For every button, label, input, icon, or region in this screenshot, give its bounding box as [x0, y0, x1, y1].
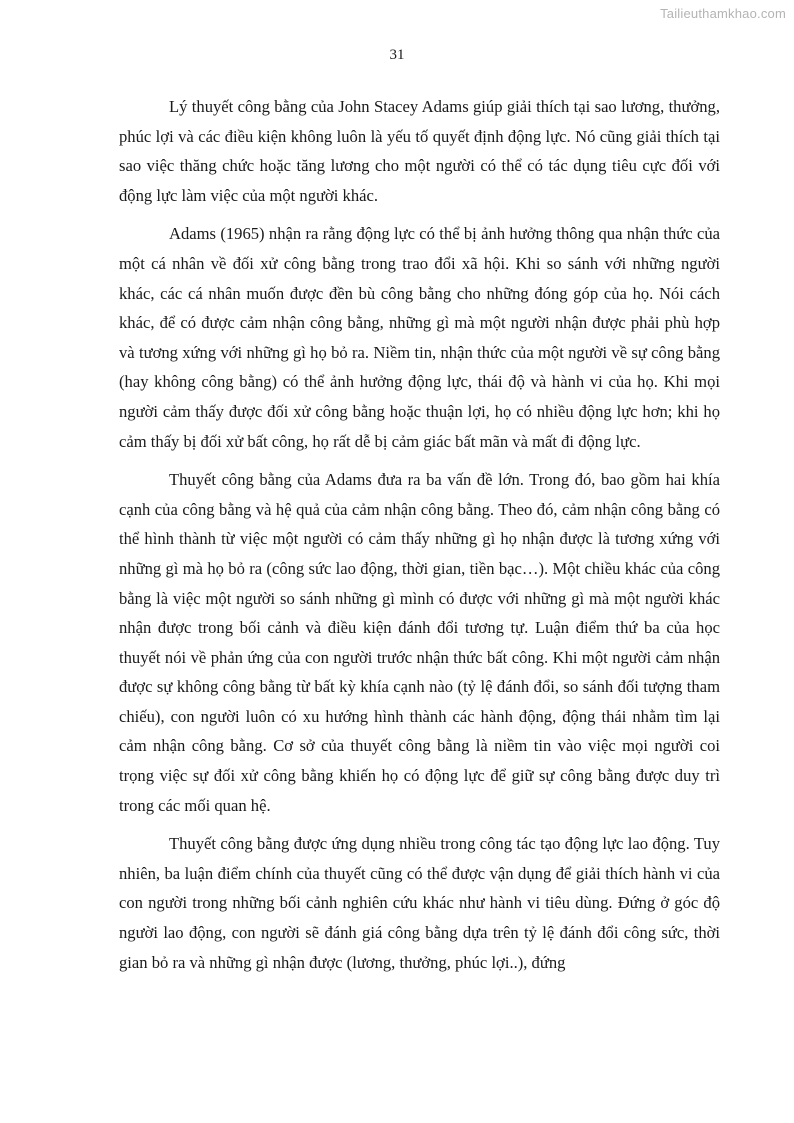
page-number: 31 [389, 47, 405, 63]
paragraph-4: Thuyết công bằng được ứng dụng nhiều trong công tác tạo động lực lao động. Tuy nhiên, ba luận điểm chính của thuyết cũng có thể được vận dụng để giải thích hành vi của con người trong những bối cảnh nghiên cứu khác như hành vi tiêu dùng. Đứng ở góc độ người lao động, con người sẽ đánh giá công bằng dựa trên tỷ lệ đánh đổi công sức, thời gian bỏ ra và những gì nhận được (lương, thưởng, phúc lợi..), đứng [119, 834, 720, 972]
document-body [119, 92, 720, 986]
paragraph-2: Adams (1965) nhận ra rằng động lực có thể bị ảnh hưởng thông qua nhận thức của một cá nhân về đối xử công bằng trong trao đổi xã hội. Khi so sánh với những người khác, các cá nhân muốn được đền bù công bằng cho những đóng góp của họ. Nói cách khác, để có được cảm nhận công bằng, những gì mà một người nhận được phải phù hợp và tương xứng với những gì họ bỏ ra. Niềm tin, nhận thức của một người về sự công bằng (hay không công bằng) có thể ảnh hưởng động lực, thái độ và hành vi của họ. Khi mọi người cảm thấy được đối xử công bằng hoặc thuận lợi, họ có nhiều động lực hơn; khi họ cảm thấy bị đối xử bất công, họ rất dễ bị cảm giác bất mãn và mất đi động lực. [119, 224, 720, 451]
watermark: Tailieuthamkhao.com [660, 6, 786, 21]
paragraph-1: Lý thuyết công bằng của John Stacey Adams giúp giải thích tại sao lương, thưởng, phúc lợi và các điều kiện không luôn là yếu tố quyết định động lực. Nó cũng giải thích tại sao việc thăng chức hoặc tăng lương cho một người có thể có tác dụng tiêu cực đối với động lực làm việc của một người khác. [119, 97, 720, 205]
paragraph-3: Thuyết công bằng của Adams đưa ra ba vấn đề lớn. Trong đó, bao gồm hai khía cạnh của công bằng và hệ quả của cảm nhận công bằng. Theo đó, cảm nhận công bằng có thể hình thành từ việc một người có cảm thấy những gì họ nhận được là tương xứng với những gì mà họ bỏ ra (công sức lao động, thời gian, tiền bạc…). Một chiều khác của công bằng là việc một người so sánh những gì mình có được với những gì mà một người khác nhận được trong bối cảnh và điều kiện đánh đổi tương tự. Luận điểm thứ ba của học thuyết nói về phản ứng của con người trước nhận thức bất công. Khi một người cảm nhận được sự không công bằng từ bất kỳ khía cạnh nào (tỷ lệ đánh đổi, so sánh đối tượng tham chiếu), con người luôn có xu hướng hình thành các hành động, động thái nhằm tìm lại cảm nhận công bằng. Cơ sở của thuyết công bằng là niềm tin vào việc mọi người coi trọng việc sự đối xử công bằng khiến họ có động lực để giữ sự công bằng được duy trì trong các mối quan hệ. [119, 470, 720, 815]
